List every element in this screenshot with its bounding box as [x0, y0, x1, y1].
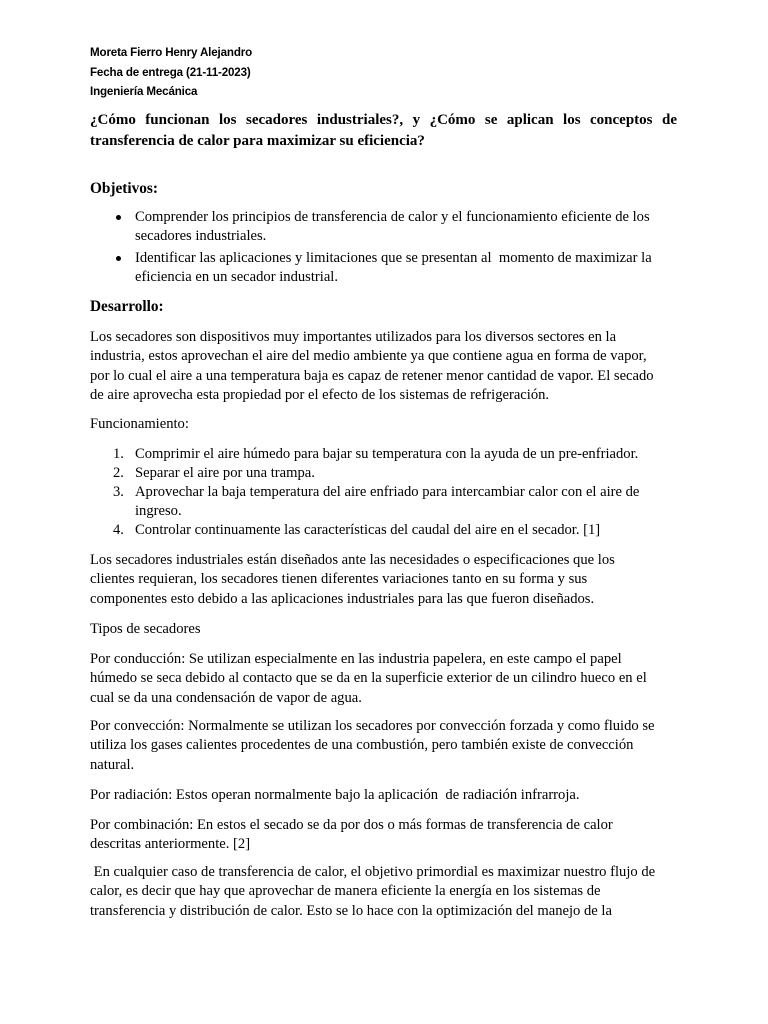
step-number: 2. — [113, 465, 124, 481]
list-item — [90, 521, 682, 540]
paragraph-line: Por convección: Normalmente se utilizan los secadores por convección forzada y como fluido se — [90, 718, 655, 734]
step-number: 1. — [113, 446, 124, 462]
paragraph-line: Por radiación: Estos operan normalmente bajo la aplicación de radiación infrarroja. — [90, 787, 580, 803]
intro-paragraph — [90, 328, 682, 406]
paragraph-line: Los secadores industriales están diseñados ante las necesidades o especificaciones que los — [90, 552, 615, 568]
heading-text: Objetivos: — [90, 180, 158, 197]
list-item — [90, 249, 682, 288]
list-item-line: Controlar continuamente las características del caudal del aire en el secador. [1] — [135, 522, 601, 538]
list-item — [90, 483, 682, 521]
funcionamiento-steps — [90, 445, 682, 540]
desarrollo-heading — [90, 297, 682, 316]
document-title — [90, 110, 677, 152]
paragraph-line: Funcionamiento: — [90, 416, 189, 432]
list-item — [90, 208, 682, 247]
paragraph-line: industria, estos aprovechan el aire del medio ambiente ya que contiene agua en forma de vapor, — [90, 348, 647, 365]
title-line: ¿Cómo funcionan los secadores industriales?, y ¿Cómo se aplican los conceptos de — [90, 112, 677, 128]
paragraph-line: cual se da una condensación de vapor de agua. — [90, 689, 362, 706]
paragraph-line: húmedo se seca debido al contacto que se da en la superficie exterior de un cilindro hueco en el — [90, 670, 647, 687]
paragraph-line: natural. — [90, 756, 135, 773]
due-date: Fecha de entrega (21-11-2023) — [90, 65, 251, 79]
list-item — [90, 445, 682, 464]
list-item-line: Comprimir el aire húmedo para bajar su temperatura con la ayuda de un pre-enfriador. — [135, 446, 639, 462]
paragraph-line: Los secadores son dispositivos muy importantes utilizados para los diversos sectores en la — [90, 329, 617, 345]
paragraph-line: En cualquier caso de transferencia de calor, el objetivo primordial es maximizar nuestro flujo de — [90, 864, 656, 880]
program-name: Ingeniería Mecánica — [90, 85, 198, 98]
bullet-icon — [116, 215, 121, 220]
list-item-line: Comprender los principios de transferencia de calor y el funcionamiento eficiente de los — [135, 209, 650, 225]
step-number: 3. — [113, 484, 124, 500]
conveccion-paragraph — [90, 717, 682, 775]
combinacion-paragraph — [90, 816, 682, 855]
conduccion-paragraph — [90, 650, 682, 708]
list-item-line: eficiencia en un secador industrial. — [135, 269, 339, 286]
funcionamiento-label — [90, 415, 682, 434]
paragraph-line: transferencia y distribución de calor. Esto se lo hace con la optimización del manejo de la — [90, 902, 612, 919]
document-header — [90, 43, 682, 102]
paragraph-line: calor, es decir que hay que aprovechar de manera eficiente la energía en los sistemas de — [90, 883, 601, 900]
list-item — [90, 464, 682, 483]
paragraph-line: Por conducción: Se utilizan especialmente en las industria papelera, en este campo el papel — [90, 651, 622, 667]
list-item-line: Identificar las aplicaciones y limitaciones que se presentan al momento de maximizar la — [135, 249, 652, 266]
list-item-line: Aprovechar la baja temperatura del aire enfriado para intercambiar calor con el aire de — [135, 484, 640, 500]
bullet-icon — [116, 256, 121, 261]
paragraph-line: por lo cual el aire a una temperatura baja es capaz de retener menor cantidad de vapor. El secado — [90, 367, 654, 384]
title-line: transferencia de calor para maximizar su eficiencia? — [90, 133, 425, 149]
step-number: 4. — [113, 522, 124, 538]
paragraph-line: utiliza los gases calientes procedentes de una combustión, pero también existe de convección — [90, 737, 634, 754]
list-item-line: ingreso. — [135, 503, 182, 519]
objetivos-list — [90, 208, 682, 288]
industrial-paragraph — [90, 551, 682, 609]
radiacion-paragraph — [90, 786, 682, 805]
paragraph-line: de aire aprovecha esta propiedad por el efecto de los sistemas de refrigeración. — [90, 387, 550, 404]
paragraph-line: componentes esto debido a las aplicaciones industriales para las que fueron diseñados. — [90, 590, 595, 607]
objetivos-heading — [90, 179, 682, 198]
paragraph-line: Tipos de secadores — [90, 621, 201, 637]
list-item-line: Separar el aire por una trampa. — [135, 465, 315, 481]
paragraph-line: Por combinación: En estos el secado se da por dos o más formas de transferencia de calor — [90, 817, 613, 833]
list-item-line: secadores industriales. — [135, 228, 267, 245]
tipos-label — [90, 620, 682, 639]
final-paragraph — [90, 863, 682, 921]
paragraph-line: descritas anteriormente. [2] — [90, 836, 251, 853]
heading-text: Desarrollo: — [90, 298, 164, 315]
author-name: Moreta Fierro Henry Alejandro — [90, 46, 253, 59]
paragraph-line: clientes requieran, los secadores tienen diferentes variaciones tanto en su forma y sus — [90, 571, 588, 588]
